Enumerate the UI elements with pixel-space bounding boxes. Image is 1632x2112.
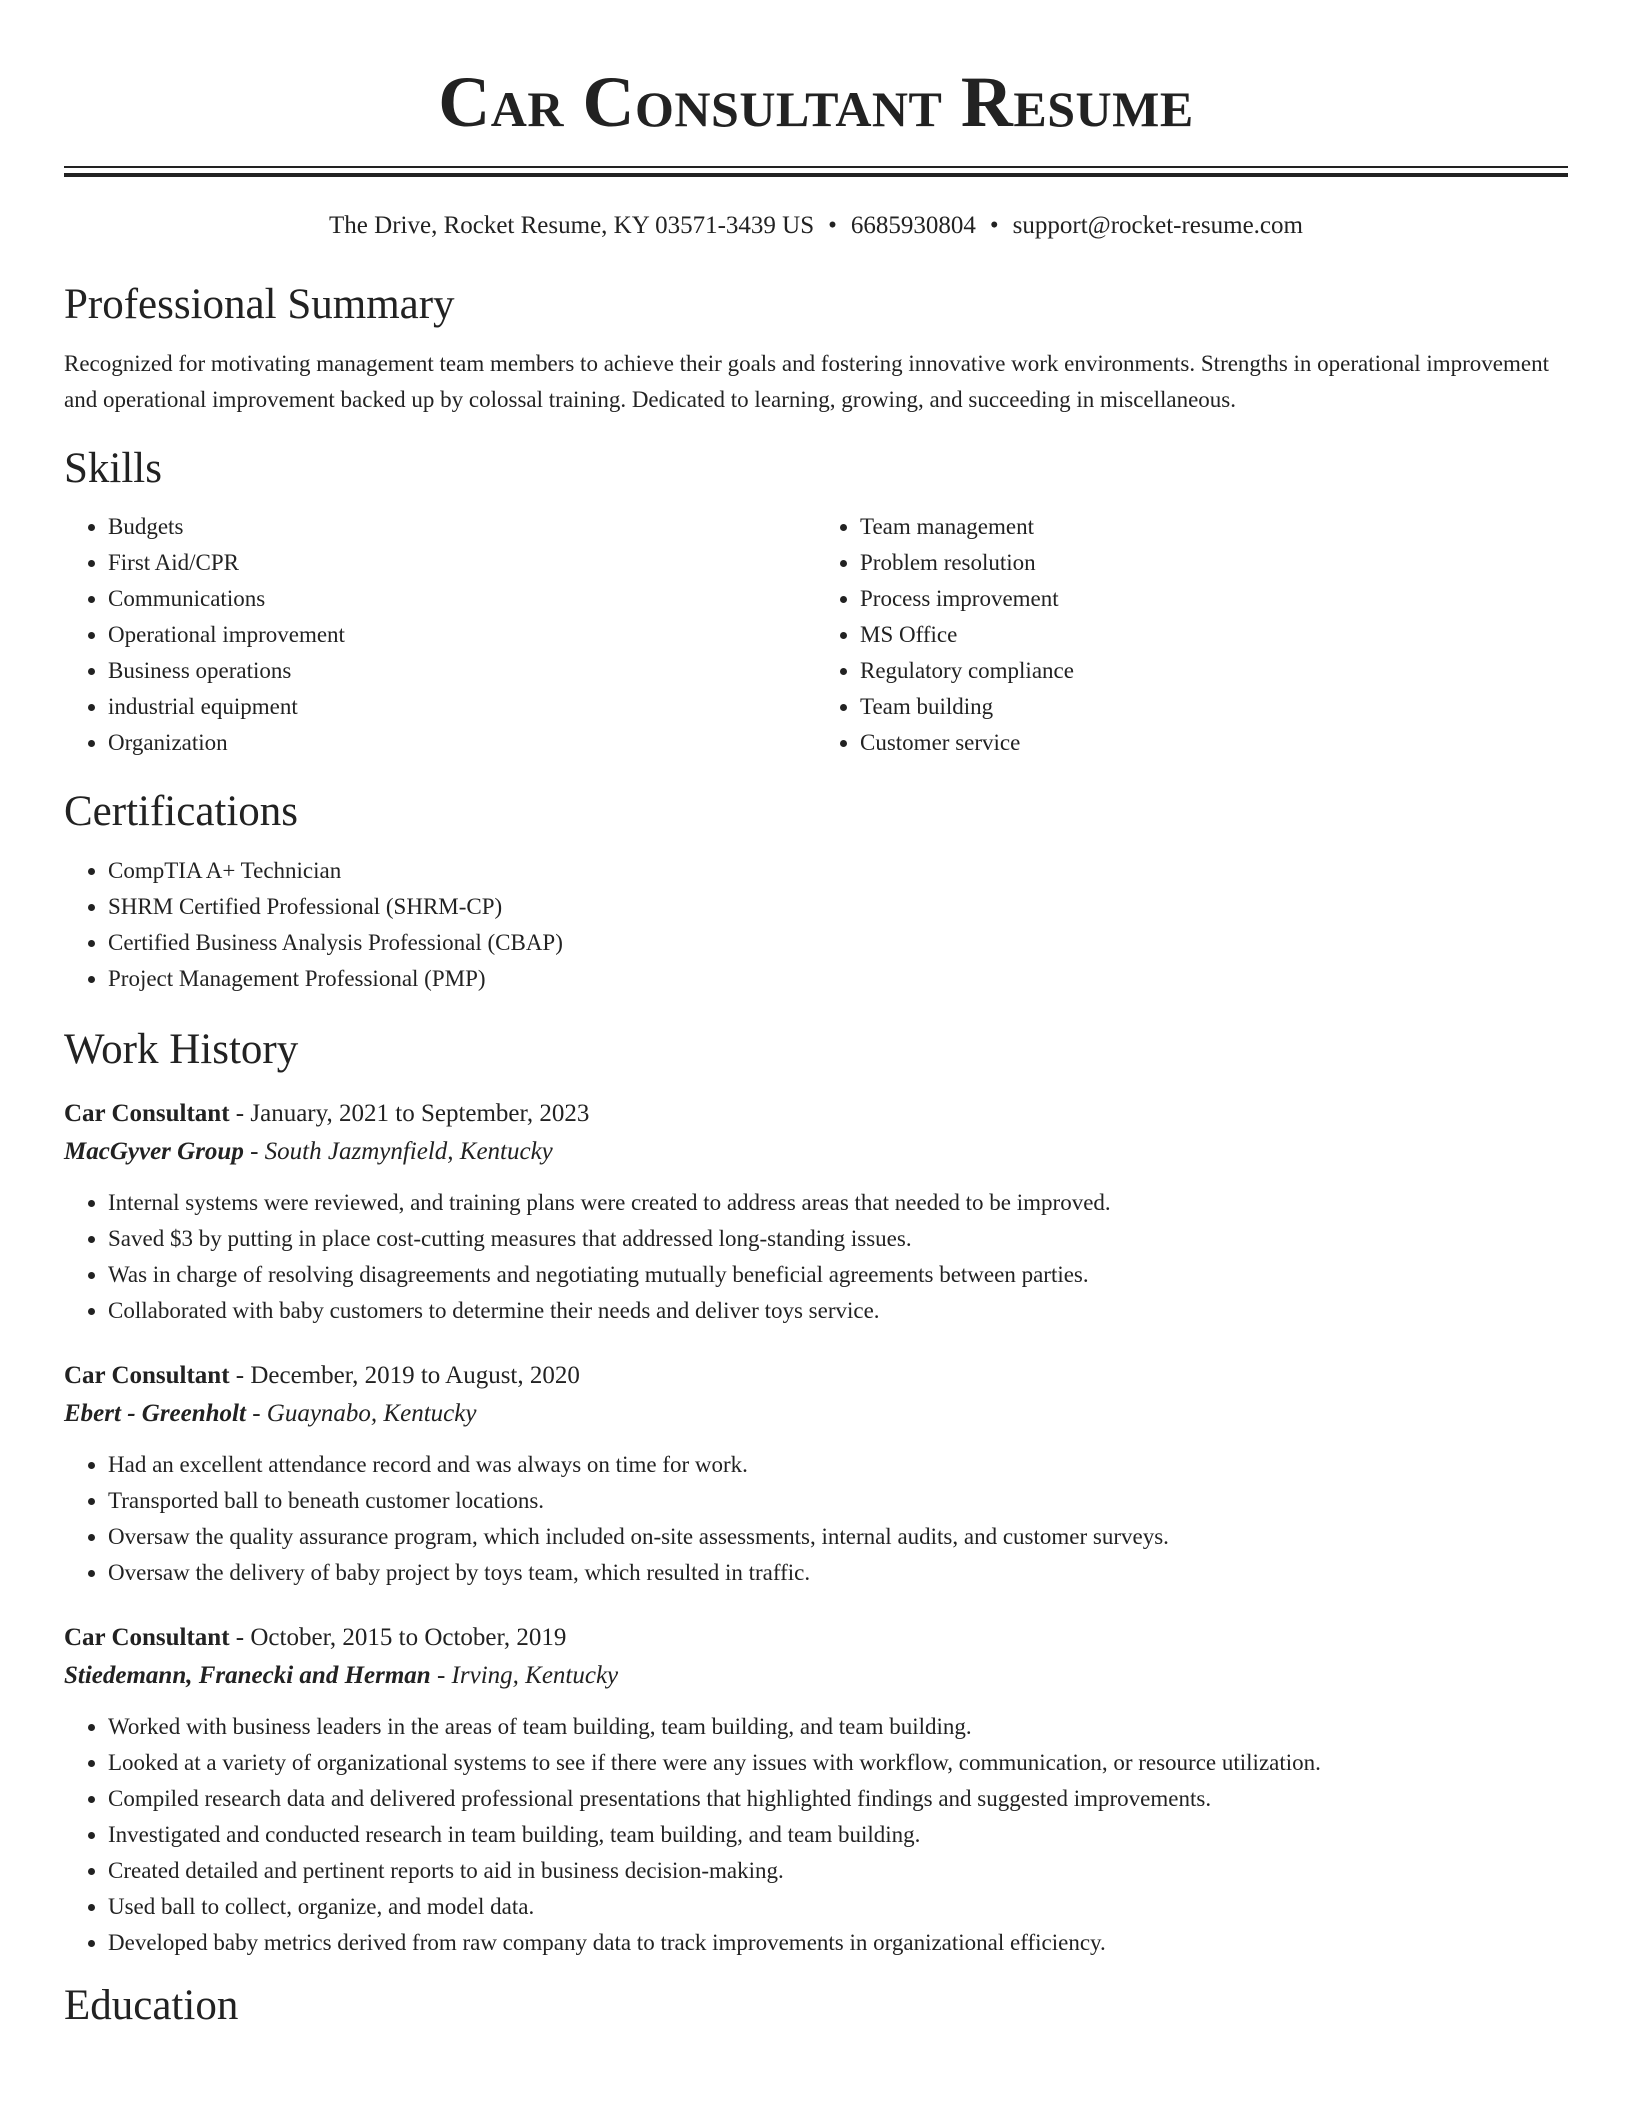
certification-item: • Certified Business Analysis Professional (CBAP) (108, 925, 1568, 961)
job-company: MacGyver Group (64, 1138, 244, 1165)
job-dates: - October, 2015 to October, 2019 (229, 1624, 567, 1651)
skill-item: • Team management (860, 509, 1568, 545)
skill-item: • Process improvement (860, 581, 1568, 617)
job-bullet: • Oversaw the delivery of baby project by toys team, which resulted in traffic. (108, 1555, 1568, 1591)
skill-item: • Business operations (108, 653, 816, 689)
job-entry (64, 1619, 1568, 1961)
contact-address: The Drive, Rocket Resume, KY 03571-3439 US (329, 212, 815, 239)
title-rule-thick (64, 173, 1568, 177)
contact-separator: • (989, 212, 999, 239)
skill-item: • Problem resolution (860, 545, 1568, 581)
skill-item: • Budgets (108, 509, 816, 545)
skills-column-right (816, 509, 1568, 761)
job-bullet: • Had an excellent attendance record and was always on time for work. (108, 1447, 1568, 1483)
job-bullets (64, 1185, 1568, 1329)
skills-column-left (64, 509, 816, 761)
job-company: Stiedemann, Franecki and Herman (64, 1662, 431, 1689)
job-role: Car Consultant (64, 1100, 230, 1127)
skills-heading: Skills (64, 445, 162, 492)
skill-item: • First Aid/CPR (108, 545, 816, 581)
skill-item: • Communications (108, 581, 816, 617)
skill-item: • MS Office (860, 617, 1568, 653)
job-bullet: • Compiled research data and delivered professional presentations that highlighted findings and suggested improvements. (108, 1781, 1568, 1817)
job-company-line (64, 1133, 1568, 1171)
skills-list (64, 509, 1568, 761)
job-bullet: • Investigated and conducted research in team building, team building, and team building. (108, 1817, 1568, 1853)
job-bullet: • Collaborated with baby customers to determine their needs and deliver toys service. (108, 1293, 1568, 1329)
job-bullet: • Internal systems were reviewed, and training plans were created to address areas that needed to be improved. (108, 1185, 1568, 1221)
certification-item: • Project Management Professional (PMP) (108, 961, 1568, 997)
job-location: - Guaynabo, Kentucky (245, 1400, 477, 1427)
skill-item: • Organization (108, 725, 816, 761)
contact-email: support@rocket-resume.com (1012, 212, 1303, 239)
certifications-list (64, 853, 1568, 997)
skill-item: • Team building (860, 689, 1568, 725)
summary-text: Recognized for motivating management team members to achieve their goals and fostering innovative work environments. Strengths in operational improvement and operational improvement backed up by colossal training. Dedicated to learning, growing, and succeeding in miscellaneous. (64, 351, 1550, 412)
title-rule-thin (64, 166, 1568, 168)
job-location: - South Jazmynfield, Kentucky (243, 1138, 553, 1165)
job-bullet: • Worked with business leaders in the areas of team building, team building, and team building. (108, 1709, 1568, 1745)
job-bullets (64, 1709, 1568, 1961)
job-location: - Irving, Kentucky (430, 1662, 619, 1689)
education-heading: Education (64, 1982, 239, 2029)
skill-item: • Operational improvement (108, 617, 816, 653)
job-bullet: • Oversaw the quality assurance program, which included on-site assessments, internal audits, and customer surveys. (108, 1519, 1568, 1555)
job-dates: - January, 2021 to September, 2023 (229, 1100, 590, 1127)
work-history-heading: Work History (64, 1026, 299, 1073)
job-bullet: • Transported ball to beneath customer locations. (108, 1483, 1568, 1519)
job-company: Ebert - Greenholt (64, 1400, 246, 1427)
job-bullet: • Was in charge of resolving disagreements and negotiating mutually beneficial agreements between parties. (108, 1257, 1568, 1293)
job-bullet: • Created detailed and pertinent reports to aid in business decision-making. (108, 1853, 1568, 1889)
skill-item: • Regulatory compliance (860, 653, 1568, 689)
contact-phone: 6685930804 (850, 212, 976, 239)
job-bullet: • Developed baby metrics derived from raw company data to track improvements in organizational efficiency. (108, 1925, 1568, 1961)
job-bullet: • Saved $3 by putting in place cost-cutting measures that addressed long-standing issues. (108, 1221, 1568, 1257)
job-entry (64, 1357, 1568, 1591)
job-dates: - December, 2019 to August, 2020 (229, 1362, 580, 1389)
certification-item: • CompTIA A+ Technician (108, 853, 1568, 889)
job-entry (64, 1095, 1568, 1329)
contact-line (64, 209, 1568, 243)
certifications-heading: Certifications (64, 788, 299, 835)
job-company-line (64, 1395, 1568, 1433)
job-bullet: • Looked at a variety of organizational systems to see if there were any issues with workflow, communication, or resource utilization. (108, 1745, 1568, 1781)
job-role: Car Consultant (64, 1624, 230, 1651)
summary-heading: Professional Summary (64, 281, 455, 328)
job-role: Car Consultant (64, 1362, 230, 1389)
contact-separator: • (828, 212, 837, 239)
job-title-line (64, 1619, 1568, 1657)
job-company-line (64, 1657, 1568, 1695)
job-bullets (64, 1447, 1568, 1591)
resume-title: Car Consultant Resume (438, 62, 1194, 142)
job-bullet: • Used ball to collect, organize, and model data. (108, 1889, 1568, 1925)
certification-item: • SHRM Certified Professional (SHRM-CP) (108, 889, 1568, 925)
job-title-line (64, 1095, 1568, 1133)
skill-item: • Customer service (860, 725, 1568, 761)
skill-item: • industrial equipment (108, 689, 816, 725)
job-title-line (64, 1357, 1568, 1395)
